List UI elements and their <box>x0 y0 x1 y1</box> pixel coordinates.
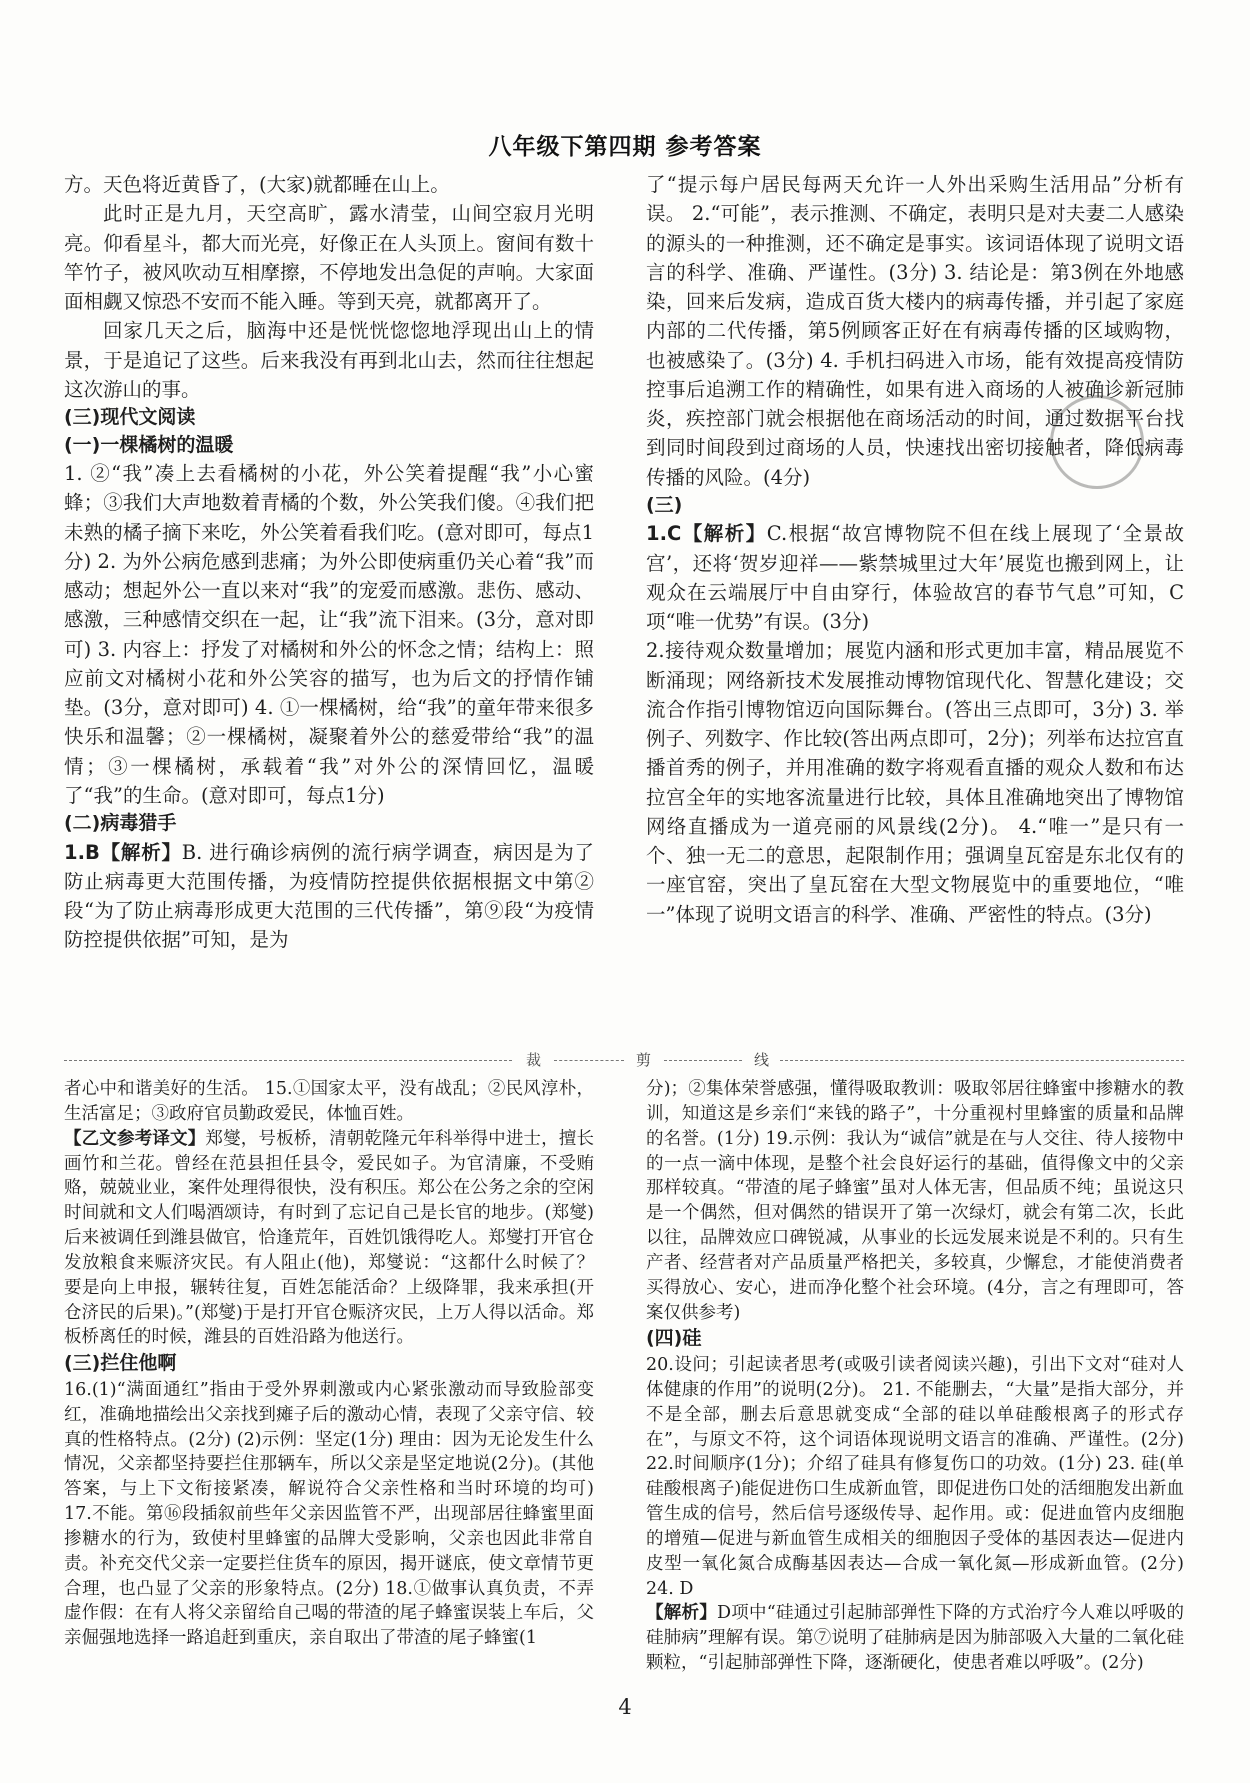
seal-stamp <box>1050 395 1144 489</box>
answer-paragraph: 者心中和谐美好的生活。 15.①国家太平，没有战乱；②民风淳朴，生活富足；③政府官员勤政爱民，体恤百姓。 <box>64 1079 594 1124</box>
answer-paragraph <box>646 519 1184 636</box>
cut-line-word: 裁 <box>526 1051 542 1069</box>
top-right-column <box>646 170 1184 929</box>
dashed-line <box>780 1060 1184 1061</box>
paragraph: 此时正是九月，天空高旷，露水清莹，山间空寂月光明亮。仰看星斗，都大而光亮，好像正在人头顶上。窗间有数十竿竹子，被风吹动互相摩擦，不停地发出急促的声响。大家面面相觑又惊恐不安而不能入睡。等到天亮，就都离开了。 <box>64 202 594 313</box>
answer-paragraph <box>64 838 594 955</box>
answer-paragraph <box>64 1127 594 1351</box>
translation-tag: 【乙文参考译文】 <box>64 1128 206 1149</box>
top-left-column <box>64 170 594 955</box>
analysis-tag: 【解析】 <box>646 1603 718 1624</box>
dashed-line <box>554 1060 624 1061</box>
section-heading: (三)拦住他啊 <box>64 1352 177 1375</box>
section-heading: (二)病毒猎手 <box>64 812 177 835</box>
section-heading: (一)一棵橘树的温暖 <box>64 433 234 456</box>
page-number: 4 <box>618 1695 632 1719</box>
cut-line-word: 剪 <box>636 1051 652 1069</box>
answer-text: 郑燮，号板桥，清朝乾隆元年科举得中进士，擅长画竹和兰花。曾经在范县担任县令，爱民如子。为官清廉，不受贿赂，兢兢业业，案件处理得很快，没有积压。郑公在公务之余的空闲时间就和文人们喝酒颂诗，有时到了忘记自己是长官的地步。(郑燮)后来被调任到潍县做官，恰逢荒年，百姓饥饿得吃人。郑燮打开官仓发放粮食来赈济灾民。有人阻止(他)，郑燮说：“这都什么时候了？要是向上申报，辗转往复，百姓怎能活命？上级降罪，我来承担(开仓济民的后果)。”(郑燮)于是打开官仓赈济灾民，上万人得以活命。郑板桥离任的时候，潍县的百姓沿路为他送行。 <box>64 1128 595 1348</box>
answer-paragraph: 2.接待观众数量增加；展览内涵和形式更加丰富，精品展览不断涌现；网络新技术发展推动博物馆现代化、智慧化建设；交流合作指引博物馆迈向国际舞台。(答出三点即可，3分) 3. 举例子、列数字、作比较(答出两点即可，2分)；列举布达拉宫直播首秀的例子，并用准确的数字将观看直播的观众人数和布达拉宫全年的实地客流量进行比较，具体且准确地突出了博物馆网络直播成为一道亮丽的风景线(2分)。 4.“唯一”是只有一个、独一无二的意思，起限制作用；强调皇瓦窑是东北仅有的一座官窑，突出了皇瓦窑在大型文物展览中的重要地位，“唯一”体现了说明文语言的科学、准确、严密性的特点。(3分) <box>646 639 1184 926</box>
page-title: 八年级下第四期 参考答案 <box>488 134 762 160</box>
cut-line-word: 线 <box>754 1051 770 1069</box>
dashed-line <box>664 1060 742 1061</box>
section-heading: (四)硅 <box>646 1327 702 1350</box>
analysis-tag: 1.C【解析】 <box>646 522 767 546</box>
answer-paragraph: 了“提示每户居民每两天允许一人外出采购生活用品”分析有误。 2.“可能”，表示推测、不确定，表明只是对夫妻二人感染的源头的一种推测，还不确定是事实。该词语体现了说明文语言的科学、准确、严谨性。(3分) 3. 结论是：第3例在外地感染，回来后发病，造成百货大楼内的病毒传播，并引起了家庭内部的二代传播，第5例顾客正好在有病毒传播的区域购物，也被感染了。(3分) 4. 手机扫码进入市场，能有效提高疫情防控事后追溯工作的精确性，如果有进入商场的人被确诊新冠肺炎，疾控部门就会根据他在商场活动的时间，通过数据平台找到同时间段到过商场的人员，快速找出密切接触者，降低病毒传播的风险。(4分) <box>646 173 1184 489</box>
bottom-right-column <box>646 1077 1184 1676</box>
answer-paragraph: 16.(1)“满面通红”指由于受外界刺激或内心紧张激动而导致脸部变红，准确地描绘出父亲找到瘫子后的激动心情，表现了父亲守信、较真的性格特点。(2分) (2)示例：坚定(1分) 理由：因为无论发生什么情况，父亲都坚持要拦住那辆车，所以父亲是坚定地说(2分)。(其他答案，与上下文衔接紧凑，解说符合父亲性格和当时环境的均可) 17.不能。第⑯段插叙前些年父亲因监管不严，出现部居往蜂蜜里面掺糖水的行为，致使村里蜂蜜的品牌大受影响，父亲也因此非常自责。补充交代父亲一定要拦住货车的原因，揭开谜底，使文章情节更合理，也凸显了父亲的形象特点。(2分) 18.①做事认真负责，不弄虚作假：在有人将父亲留给自己喝的带渣的尾子蜂蜜误装上车后，父亲倔强地选择一路追赶到重庆，亲自取出了带渣的尾子蜂蜜(1 <box>64 1379 594 1649</box>
paragraph: 回家几天之后，脑海中还是恍恍惚惚地浮现出山上的情景，于是追记了这些。后来我没有再到北山去，然而往往想起这次游山的事。 <box>64 319 594 401</box>
answer-paragraph <box>646 1601 1184 1676</box>
answer-paragraph: 分)；②集体荣誉感强，懂得吸取教训：吸取邻居往蜂蜜中掺糖水的教训，知道这是乡亲们“来钱的路子”，十分重视村里蜂蜜的质量和品牌的名誉。(1分) 19.示例：我认为“诚信”就是在与人交往、待人接物中的一点一滴中体现，是整个社会良好运行的基础，值得像文中的父亲那样较真。“带渣的尾子蜂蜜”虽对人体无害，但品质不纯；虽说这只是一个偶然，但对偶然的错误开了第一次绿灯，就会有第二次，长此以往，品牌效应口碑锐减，从事业的长远发展来说是不利的。只有生产者、经营者对产品质量严格把关，多较真，少懈怠，才能使消费者买得放心、安心，进而净化整个社会环境。(4分，言之有理即可，答案仅供参考) <box>646 1079 1184 1323</box>
answer-paragraph: 1. ②“我”凑上去看橘树的小花，外公笑着提醒“我”小心蜜蜂；③我们大声地数着青橘的个数，外公笑我们傻。④我们把未熟的橘子摘下来吃，外公笑着看我们吃。(意对即可，每点1分) 2. 为外公病危感到悲痛；为外公即使病重仍关心着“我”而感动；想起外公一直以来对“我”的宠爱而感激。悲伤、感动、感激，三种感情交织在一起，让“我”流下泪来。(3分，意对即可) 3. 内容上：抒发了对橘树和外公的怀念之情；结构上：照应前文对橘树小花和外公笑容的描写，也为后文的抒情作铺垫。(3分，意对即可) 4. ①一棵橘树，给“我”的童年带来很多快乐和温馨；②一棵橘树，凝聚着外公的慈爱带给“我”的温情；③一棵橘树，承载着“我”对外公的深情回忆，温暖了“我”的生命。(意对即可，每点1分) <box>64 462 594 807</box>
answer-text: B. 进行确诊病例的流行病学调查，病因是为了防止病毒更大范围传播，为疫情防控提供依据根据文中第②段“为了防止病毒形成更大范围的三代传播”，第⑨段“为疫情防控提供依据”可知，是为 <box>64 840 594 952</box>
bottom-left-column <box>64 1077 594 1651</box>
section-heading: (三) <box>646 493 683 516</box>
answer-paragraph: 20.设问；引起读者思考(或吸引读者阅读兴趣)，引出下文对“硅对人体健康的作用”的说明(2分)。 21. 不能删去，“大量”是指大部分，并不是全部，删去后意思就变成“全部的硅以单硅酸根离子的形式存在”，与原文不符，这个词语体现说明文语言的准确、严谨性。(2分) 22.时间顺序(1分)；介绍了硅具有修复伤口的功效。(1分) 23. 硅(单硅酸根离子)能促进伤口生成新血管，即促进伤口处的活细胞发出新血管生成的信号，然后信号逐级传导、起作用。或：促进血管内皮细胞的增殖—促进与新血管生成相关的细胞因子受体的基因表达—促进内皮型一氧化氮合成酶基因表达—合成一氧化氮—形成新血管。(2分) 24. D <box>646 1354 1184 1599</box>
answer-text: C.根据“故宫博物院不但在线上展现了‘全景故宫’，还将‘贺岁迎祥——紫禁城里过大年’展览也搬到网上，让观众在云端展厅中自由穿行，体验故宫的春节气息”可知，C项“唯一优势”有误。(3分) <box>646 522 1184 634</box>
section-heading: (三)现代文阅读 <box>64 406 196 428</box>
cut-line <box>64 1050 1184 1070</box>
paragraph: 方。天色将近黄昏了，(大家)就都睡在山上。 <box>64 173 450 196</box>
dashed-line <box>64 1060 512 1061</box>
answer-text: D项中“硅通过引起肺部弹性下降的方式治疗今人难以呼吸的硅肺病”理解有误。第⑦说明了硅肺病是因为肺部吸入大量的二氧化硅颗粒，“引起肺部弹性下降，逐渐硬化，使患者难以呼吸”。(2分) <box>646 1603 1185 1674</box>
analysis-tag: 1.B【解析】 <box>64 840 182 864</box>
